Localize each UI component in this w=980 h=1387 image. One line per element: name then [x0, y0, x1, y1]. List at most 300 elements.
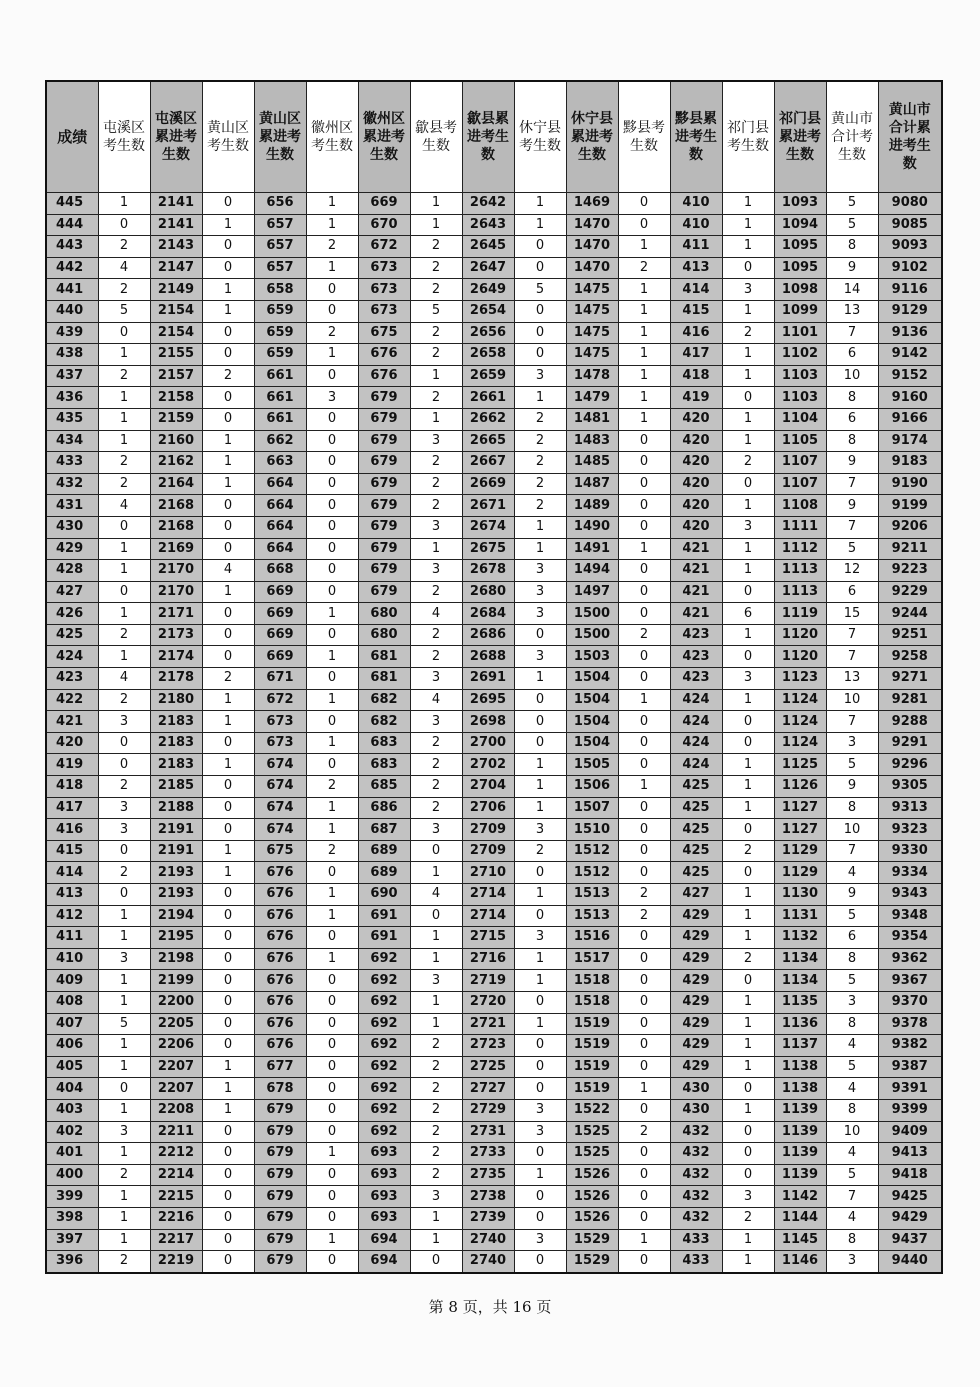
count-cell: 0: [306, 1207, 358, 1229]
cumulative-cell: 1119: [774, 603, 826, 625]
cumulative-cell: 2691: [462, 668, 514, 690]
cumulative-cell: 1497: [566, 581, 618, 603]
cumulative-cell: 9334: [878, 862, 942, 884]
cumulative-cell: 1099: [774, 300, 826, 322]
header-row: [46, 81, 942, 193]
count-cell: 5: [826, 214, 878, 236]
count-cell: 2: [410, 322, 462, 344]
count-cell: 0: [306, 1186, 358, 1208]
count-cell: 2: [410, 1143, 462, 1165]
count-cell: 5: [826, 1164, 878, 1186]
cumulative-cell: 9080: [878, 193, 942, 215]
count-cell: 0: [618, 603, 670, 625]
cumulative-cell: 1132: [774, 927, 826, 949]
count-cell: 0: [202, 776, 254, 798]
count-cell: 7: [826, 516, 878, 538]
cumulative-cell: 9229: [878, 581, 942, 603]
count-cell: 0: [306, 668, 358, 690]
cumulative-cell: 2170: [150, 560, 202, 582]
count-cell: 9: [826, 257, 878, 279]
cumulative-cell: 2723: [462, 1035, 514, 1057]
cumulative-cell: 681: [358, 668, 410, 690]
score-cell: 418: [46, 776, 98, 798]
count-cell: 1: [722, 1013, 774, 1035]
cumulative-cell: 1516: [566, 927, 618, 949]
cumulative-cell: 1113: [774, 581, 826, 603]
table-row: [46, 193, 942, 215]
cumulative-cell: 410: [670, 214, 722, 236]
cumulative-cell: 2191: [150, 840, 202, 862]
count-cell: 5: [826, 970, 878, 992]
cumulative-cell: 2173: [150, 624, 202, 646]
cumulative-cell: 1138: [774, 1056, 826, 1078]
cumulative-cell: 416: [670, 322, 722, 344]
table-row: [46, 430, 942, 452]
cumulative-cell: 692: [358, 1099, 410, 1121]
cumulative-cell: 683: [358, 754, 410, 776]
cumulative-cell: 1470: [566, 214, 618, 236]
cumulative-cell: 2680: [462, 581, 514, 603]
cumulative-cell: 1108: [774, 495, 826, 517]
count-cell: 1: [306, 257, 358, 279]
count-cell: 3: [98, 948, 150, 970]
cumulative-cell: 9102: [878, 257, 942, 279]
cumulative-cell: 421: [670, 538, 722, 560]
count-cell: 0: [306, 1035, 358, 1057]
count-cell: 1: [306, 732, 358, 754]
count-cell: 0: [306, 516, 358, 538]
cumulative-cell: 2706: [462, 797, 514, 819]
cumulative-cell: 2170: [150, 581, 202, 603]
score-cell: 413: [46, 884, 98, 906]
cumulative-cell: 1101: [774, 322, 826, 344]
score-cell: 434: [46, 430, 98, 452]
count-cell: 0: [306, 408, 358, 430]
cumulative-cell: 423: [670, 668, 722, 690]
table-row: [46, 516, 942, 538]
cumulative-cell: 432: [670, 1121, 722, 1143]
cumulative-cell: 2738: [462, 1186, 514, 1208]
cumulative-cell: 2168: [150, 495, 202, 517]
count-cell: 1: [98, 387, 150, 409]
cumulative-cell: 1505: [566, 754, 618, 776]
cumulative-cell: 676: [254, 862, 306, 884]
count-cell: 0: [202, 236, 254, 258]
cumulative-cell: 420: [670, 408, 722, 430]
count-cell: 0: [306, 711, 358, 733]
count-cell: 0: [202, 1186, 254, 1208]
count-cell: 2: [98, 862, 150, 884]
count-cell: 1: [202, 1078, 254, 1100]
table-row: [46, 819, 942, 841]
count-cell: 0: [722, 473, 774, 495]
cumulative-cell: 2198: [150, 948, 202, 970]
cumulative-cell: 2740: [462, 1229, 514, 1251]
cumulative-cell: 683: [358, 732, 410, 754]
cumulative-cell: 421: [670, 560, 722, 582]
cumulative-cell: 679: [254, 1099, 306, 1121]
cumulative-cell: 2654: [462, 300, 514, 322]
cumulative-cell: 2662: [462, 408, 514, 430]
score-cell: 396: [46, 1251, 98, 1273]
count-cell: 4: [410, 884, 462, 906]
cumulative-cell: 1103: [774, 365, 826, 387]
count-cell: 2: [410, 754, 462, 776]
count-cell: 0: [306, 300, 358, 322]
score-cell: 443: [46, 236, 98, 258]
count-cell: 3: [410, 970, 462, 992]
count-cell: 5: [826, 754, 878, 776]
score-cell: 404: [46, 1078, 98, 1100]
count-cell: 1: [98, 538, 150, 560]
score-cell: 428: [46, 560, 98, 582]
count-cell: 1: [410, 538, 462, 560]
count-cell: 1: [618, 236, 670, 258]
table-row: [46, 365, 942, 387]
cumulative-cell: 425: [670, 819, 722, 841]
count-cell: 0: [618, 1186, 670, 1208]
cumulative-cell: 1127: [774, 797, 826, 819]
cumulative-cell: 410: [670, 193, 722, 215]
cumulative-cell: 1144: [774, 1207, 826, 1229]
count-cell: 0: [98, 1078, 150, 1100]
count-cell: 2: [722, 452, 774, 474]
count-cell: 1: [202, 840, 254, 862]
cumulative-cell: 2183: [150, 754, 202, 776]
cumulative-cell: 664: [254, 516, 306, 538]
cumulative-cell: 9387: [878, 1056, 942, 1078]
cumulative-cell: 1103: [774, 387, 826, 409]
count-cell: 8: [826, 1229, 878, 1251]
count-cell: 0: [202, 193, 254, 215]
table-row: [46, 1099, 942, 1121]
count-cell: 0: [306, 365, 358, 387]
cumulative-cell: 1526: [566, 1186, 618, 1208]
count-cell: 9: [826, 452, 878, 474]
cumulative-cell: 1095: [774, 257, 826, 279]
cumulative-cell: 1529: [566, 1251, 618, 1273]
count-cell: 0: [618, 1035, 670, 1057]
cumulative-cell: 694: [358, 1251, 410, 1273]
count-cell: 4: [826, 1143, 878, 1165]
cumulative-cell: 1124: [774, 689, 826, 711]
table-row: [46, 1056, 942, 1078]
table-row: [46, 668, 942, 690]
cumulative-cell: 430: [670, 1078, 722, 1100]
count-cell: 4: [98, 257, 150, 279]
count-cell: 0: [618, 797, 670, 819]
count-cell: 1: [514, 970, 566, 992]
cumulative-cell: 2195: [150, 927, 202, 949]
score-cell: 405: [46, 1056, 98, 1078]
cumulative-cell: 2183: [150, 732, 202, 754]
cumulative-cell: 1479: [566, 387, 618, 409]
count-cell: 2: [98, 473, 150, 495]
score-cell: 424: [46, 646, 98, 668]
cumulative-cell: 2162: [150, 452, 202, 474]
count-cell: 0: [514, 1056, 566, 1078]
table-row: [46, 560, 942, 582]
cumulative-cell: 1105: [774, 430, 826, 452]
cumulative-cell: 423: [670, 624, 722, 646]
cumulative-cell: 2721: [462, 1013, 514, 1035]
cumulative-cell: 2147: [150, 257, 202, 279]
count-cell: 0: [618, 193, 670, 215]
column-header: 歙县考生数: [410, 81, 462, 193]
cumulative-cell: 682: [358, 689, 410, 711]
cumulative-cell: 1518: [566, 970, 618, 992]
cumulative-cell: 2714: [462, 905, 514, 927]
count-cell: 1: [202, 430, 254, 452]
count-cell: 1: [722, 1035, 774, 1057]
count-cell: 2: [410, 344, 462, 366]
count-cell: 8: [826, 236, 878, 258]
cumulative-cell: 9152: [878, 365, 942, 387]
count-cell: 0: [202, 646, 254, 668]
count-cell: 1: [722, 905, 774, 927]
cumulative-cell: 2659: [462, 365, 514, 387]
count-cell: 1: [618, 1078, 670, 1100]
count-cell: 2: [98, 365, 150, 387]
cumulative-cell: 1107: [774, 452, 826, 474]
cumulative-cell: 9206: [878, 516, 942, 538]
column-header: 屯溪区考生数: [98, 81, 150, 193]
score-cell: 406: [46, 1035, 98, 1057]
cumulative-cell: 2193: [150, 862, 202, 884]
count-cell: 0: [306, 1251, 358, 1273]
count-cell: 0: [618, 1013, 670, 1035]
cumulative-cell: 9093: [878, 236, 942, 258]
count-cell: 1: [514, 797, 566, 819]
table-row: [46, 452, 942, 474]
cumulative-cell: 2684: [462, 603, 514, 625]
cumulative-cell: 432: [670, 1186, 722, 1208]
score-cell: 422: [46, 689, 98, 711]
cumulative-cell: 1139: [774, 1099, 826, 1121]
count-cell: 3: [306, 387, 358, 409]
table-row: [46, 776, 942, 798]
cumulative-cell: 692: [358, 970, 410, 992]
count-cell: 0: [202, 408, 254, 430]
column-header: 祁门县累进考生数: [774, 81, 826, 193]
cumulative-cell: 420: [670, 430, 722, 452]
count-cell: 0: [306, 1078, 358, 1100]
count-cell: 3: [410, 560, 462, 582]
count-cell: 2: [306, 236, 358, 258]
count-cell: 0: [618, 646, 670, 668]
count-cell: 0: [514, 236, 566, 258]
cumulative-cell: 2727: [462, 1078, 514, 1100]
count-cell: 2: [98, 279, 150, 301]
cumulative-cell: 2669: [462, 473, 514, 495]
cumulative-cell: 2658: [462, 344, 514, 366]
table-row: [46, 387, 942, 409]
count-cell: 2: [410, 495, 462, 517]
count-cell: 3: [514, 646, 566, 668]
count-cell: 0: [306, 1121, 358, 1143]
count-cell: 0: [306, 970, 358, 992]
cumulative-cell: 2725: [462, 1056, 514, 1078]
count-cell: 2: [618, 905, 670, 927]
cumulative-cell: 9174: [878, 430, 942, 452]
cumulative-cell: 2645: [462, 236, 514, 258]
cumulative-cell: 2194: [150, 905, 202, 927]
cumulative-cell: 2716: [462, 948, 514, 970]
count-cell: 0: [410, 1251, 462, 1273]
cumulative-cell: 694: [358, 1229, 410, 1251]
cumulative-cell: 1519: [566, 1035, 618, 1057]
count-cell: 7: [826, 840, 878, 862]
count-cell: 0: [514, 1035, 566, 1057]
count-cell: 2: [410, 646, 462, 668]
count-cell: 0: [722, 646, 774, 668]
cumulative-cell: 1522: [566, 1099, 618, 1121]
count-cell: 1: [410, 862, 462, 884]
count-cell: 0: [722, 970, 774, 992]
count-cell: 7: [826, 711, 878, 733]
count-cell: 1: [722, 1099, 774, 1121]
cumulative-cell: 679: [254, 1186, 306, 1208]
count-cell: 0: [202, 322, 254, 344]
table-row: [46, 257, 942, 279]
count-cell: 1: [722, 365, 774, 387]
count-cell: 0: [306, 862, 358, 884]
count-cell: 0: [202, 516, 254, 538]
count-cell: 2: [98, 1251, 150, 1273]
cumulative-cell: 1512: [566, 840, 618, 862]
cumulative-cell: 2207: [150, 1056, 202, 1078]
cumulative-cell: 1494: [566, 560, 618, 582]
cumulative-cell: 1120: [774, 646, 826, 668]
cumulative-cell: 1123: [774, 668, 826, 690]
column-header: 祁门县考生数: [722, 81, 774, 193]
count-cell: 3: [410, 430, 462, 452]
score-cell: 410: [46, 948, 98, 970]
count-cell: 8: [826, 948, 878, 970]
cumulative-cell: 1139: [774, 1121, 826, 1143]
cumulative-cell: 9129: [878, 300, 942, 322]
count-cell: 1: [98, 1186, 150, 1208]
count-cell: 10: [826, 819, 878, 841]
cumulative-cell: 679: [254, 1121, 306, 1143]
count-cell: 1: [98, 970, 150, 992]
count-cell: 1: [514, 193, 566, 215]
count-cell: 0: [618, 1143, 670, 1165]
count-cell: 1: [98, 193, 150, 215]
count-cell: 1: [722, 1229, 774, 1251]
count-cell: 1: [618, 344, 670, 366]
count-cell: 1: [722, 797, 774, 819]
count-cell: 0: [514, 689, 566, 711]
cumulative-cell: 679: [254, 1251, 306, 1273]
cumulative-cell: 1139: [774, 1143, 826, 1165]
cumulative-cell: 2191: [150, 819, 202, 841]
cumulative-cell: 1490: [566, 516, 618, 538]
count-cell: 4: [826, 862, 878, 884]
score-cell: 412: [46, 905, 98, 927]
count-cell: 1: [618, 365, 670, 387]
cumulative-cell: 9343: [878, 884, 942, 906]
count-cell: 6: [826, 581, 878, 603]
cumulative-cell: 692: [358, 991, 410, 1013]
cumulative-cell: 9378: [878, 1013, 942, 1035]
count-cell: 3: [722, 1186, 774, 1208]
count-cell: 1: [202, 581, 254, 603]
cumulative-cell: 9136: [878, 322, 942, 344]
cumulative-cell: 692: [358, 1121, 410, 1143]
cumulative-cell: 1470: [566, 236, 618, 258]
count-cell: 5: [98, 300, 150, 322]
cumulative-cell: 669: [254, 603, 306, 625]
cumulative-cell: 9160: [878, 387, 942, 409]
cumulative-cell: 1134: [774, 970, 826, 992]
cumulative-cell: 9367: [878, 970, 942, 992]
count-cell: 5: [514, 279, 566, 301]
cumulative-cell: 664: [254, 473, 306, 495]
cumulative-cell: 9313: [878, 797, 942, 819]
count-cell: 2: [410, 279, 462, 301]
count-cell: 4: [202, 560, 254, 582]
cumulative-cell: 1126: [774, 776, 826, 798]
cumulative-cell: 433: [670, 1251, 722, 1273]
count-cell: 14: [826, 279, 878, 301]
count-cell: 4: [826, 1207, 878, 1229]
count-cell: 4: [410, 689, 462, 711]
count-cell: 2: [410, 1056, 462, 1078]
count-cell: 2: [98, 624, 150, 646]
cumulative-cell: 1113: [774, 560, 826, 582]
score-cell: 419: [46, 754, 98, 776]
cumulative-cell: 2675: [462, 538, 514, 560]
cumulative-cell: 670: [358, 214, 410, 236]
count-cell: 1: [514, 387, 566, 409]
count-cell: 1: [98, 603, 150, 625]
count-cell: 2: [410, 387, 462, 409]
cumulative-cell: 1145: [774, 1229, 826, 1251]
cumulative-cell: 1127: [774, 819, 826, 841]
score-cell: 425: [46, 624, 98, 646]
cumulative-cell: 1094: [774, 214, 826, 236]
table-header: [46, 81, 942, 193]
count-cell: 2: [514, 430, 566, 452]
cumulative-cell: 673: [358, 279, 410, 301]
count-cell: 1: [202, 214, 254, 236]
count-cell: 0: [618, 862, 670, 884]
table-row: [46, 538, 942, 560]
cumulative-cell: 9251: [878, 624, 942, 646]
count-cell: 6: [826, 344, 878, 366]
column-header: 歙县累进考生数: [462, 81, 514, 193]
count-cell: 2: [98, 452, 150, 474]
count-cell: 1: [722, 214, 774, 236]
cumulative-cell: 1137: [774, 1035, 826, 1057]
score-cell: 444: [46, 214, 98, 236]
cumulative-cell: 429: [670, 927, 722, 949]
count-cell: 0: [202, 344, 254, 366]
score-cell: 397: [46, 1229, 98, 1251]
cumulative-cell: 2206: [150, 1035, 202, 1057]
table-row: [46, 1207, 942, 1229]
count-cell: 0: [618, 711, 670, 733]
cumulative-cell: 2185: [150, 776, 202, 798]
table-row: [46, 1251, 942, 1273]
count-cell: 0: [410, 905, 462, 927]
count-cell: 0: [618, 991, 670, 1013]
cumulative-cell: 425: [670, 862, 722, 884]
count-cell: 2: [306, 840, 358, 862]
count-cell: 1: [98, 408, 150, 430]
cumulative-cell: 2704: [462, 776, 514, 798]
